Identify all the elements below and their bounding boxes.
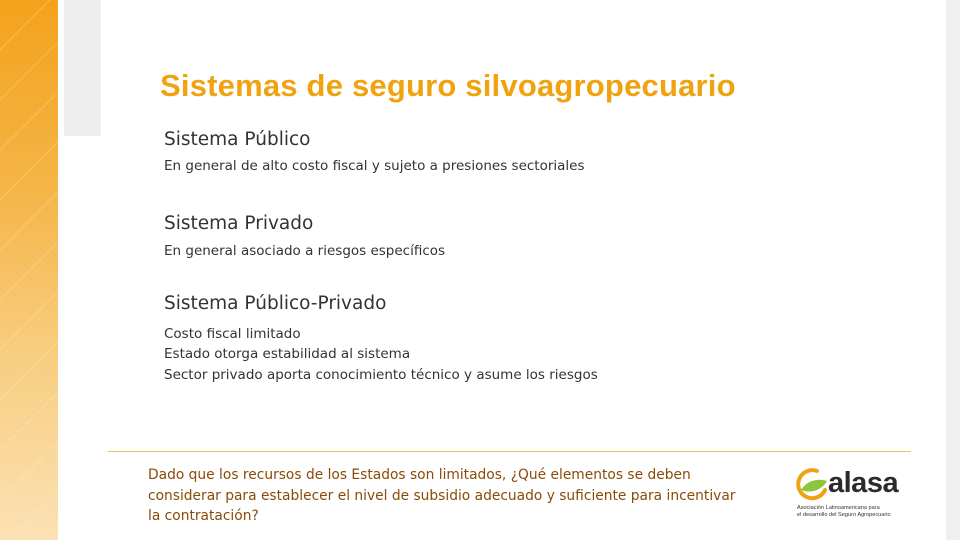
heading-sistema-publico: Sistema Público xyxy=(164,129,311,150)
decorative-grey-block xyxy=(64,0,101,136)
heading-sistema-publico-privado: Sistema Público-Privado xyxy=(164,293,387,314)
diagonal-pattern xyxy=(0,0,58,540)
question-text: Dado que los recursos de los Estados son limitados, ¿Qué elementos se deben considerar para establecer el nivel de subsidio adecuado y suficiente para incentivar la contratación? xyxy=(148,467,736,524)
divider-line xyxy=(108,451,911,452)
slide-title: Sistemas de seguro silvoagropecuario xyxy=(160,68,736,103)
text-publico-privado-line-1: Costo fiscal limitado xyxy=(164,326,301,342)
text-sistema-publico: En general de alto costo fiscal y sujeto a presiones sectoriales xyxy=(164,158,585,174)
heading-sistema-privado: Sistema Privado xyxy=(164,213,314,234)
text-publico-privado-line-3: Sector privado aporta conocimiento técnico y asume los riesgos xyxy=(164,367,598,383)
logo-subtitle-line-1: Asociación Latinoamericana para xyxy=(797,505,880,511)
decorative-left-band xyxy=(0,0,58,540)
logo-wordmark: alasa xyxy=(828,467,899,499)
alasa-logo xyxy=(795,464,910,524)
logo-subtitle-line-2: el desarrollo del Seguro Agropecuario xyxy=(797,512,891,518)
text-publico-privado-line-2: Estado otorga estabilidad al sistema xyxy=(164,346,411,362)
logo-leaf-icon xyxy=(795,466,829,506)
text-sistema-privado: En general asociado a riesgos específicos xyxy=(164,243,446,259)
logo-subtitle xyxy=(797,505,891,519)
decorative-right-strip xyxy=(946,0,960,540)
